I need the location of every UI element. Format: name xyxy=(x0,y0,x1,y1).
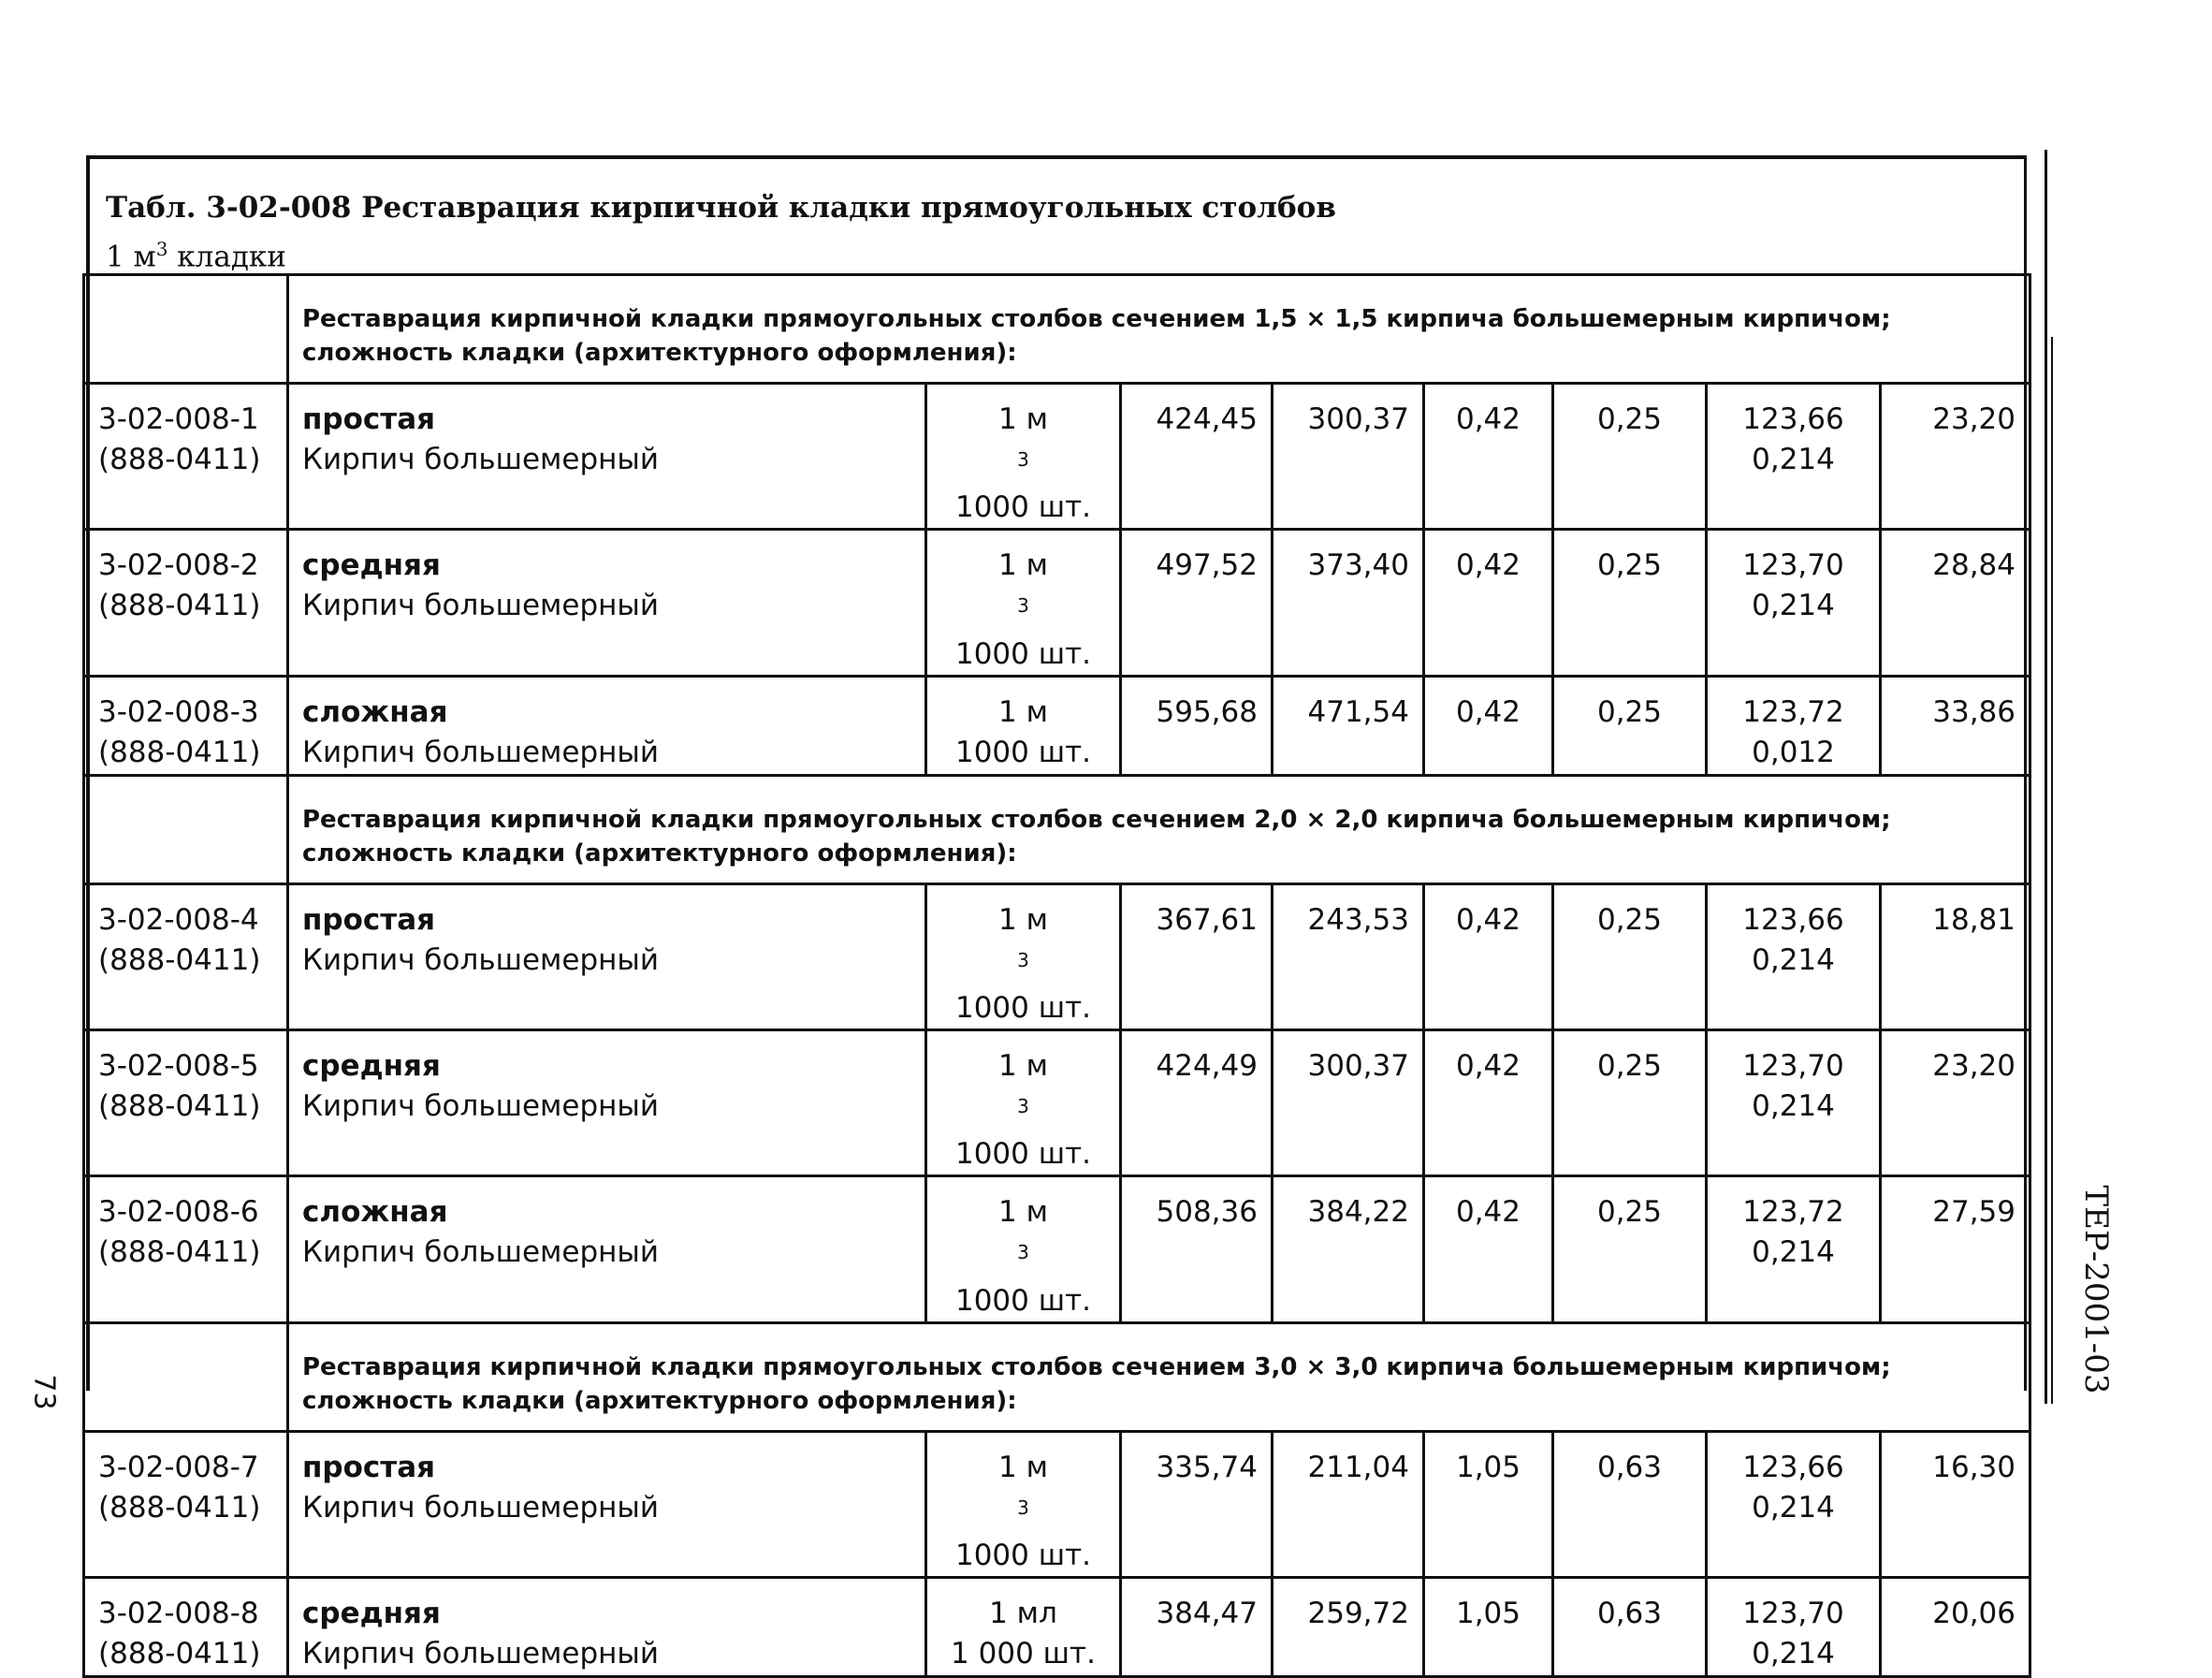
unit-secondary: 1000 шт. xyxy=(954,1283,1092,1318)
binding-line-inner xyxy=(2051,337,2053,1404)
materials-cell xyxy=(1707,883,1881,1029)
labor-cost: 16,30 xyxy=(1932,1450,2016,1484)
complexity-grade: простая xyxy=(302,902,436,937)
wages-cell xyxy=(1273,384,1424,530)
machine-cost-cell xyxy=(1424,883,1553,1029)
direct-cost: 335,74 xyxy=(1156,1450,1258,1484)
machinist-wages-cell xyxy=(1553,384,1707,530)
wages: 300,37 xyxy=(1307,1048,1409,1083)
rate-code-cell xyxy=(84,384,288,530)
unit-primary xyxy=(940,1594,1106,1634)
labor-cost: 20,06 xyxy=(1932,1596,2016,1630)
wages-cell xyxy=(1273,1029,1424,1175)
labor-cost: 33,86 xyxy=(1932,694,2016,729)
side-label: ТЕР-2001-03 xyxy=(2077,1185,2115,1394)
machinist-wages: 0,25 xyxy=(1596,694,1663,729)
machinist-wages-cell xyxy=(1553,1176,1707,1322)
complexity-grade: средняя xyxy=(302,548,441,583)
unit-base: 1 м xyxy=(998,402,1048,436)
unit-base: 1 м xyxy=(998,694,1048,729)
work-name-cell xyxy=(288,676,926,775)
unit-primary xyxy=(940,546,1106,634)
complexity-grade: простая xyxy=(302,1450,436,1484)
machinist-wages-cell xyxy=(1553,1431,1707,1577)
machine-cost: 0,42 xyxy=(1455,1048,1521,1083)
direct-cost: 367,61 xyxy=(1156,902,1258,937)
unit-secondary: 1000 шт. xyxy=(954,990,1092,1025)
rate-code-cell xyxy=(84,530,288,676)
unit-base: 1 м xyxy=(998,548,1048,583)
work-name-cell xyxy=(288,1431,926,1577)
direct-cost-cell xyxy=(1121,1431,1273,1577)
empty-code-cell xyxy=(84,775,288,883)
machinist-wages: 0,63 xyxy=(1596,1596,1663,1630)
unit-base: 1 м xyxy=(998,1048,1048,1083)
material-quantity: 0,214 xyxy=(1752,589,1835,623)
machine-cost-cell xyxy=(1424,530,1553,676)
resource-code: (888-0411) xyxy=(98,1636,261,1671)
materials-cell xyxy=(1707,530,1881,676)
unit-primary xyxy=(940,1046,1106,1134)
materials-cost: 123,66 xyxy=(1742,902,1844,937)
labor-cell xyxy=(1881,530,2030,676)
unit-exponent: 3 xyxy=(1017,948,1029,971)
materials-cost: 123,72 xyxy=(1742,694,1844,729)
labor-cell xyxy=(1881,1029,2030,1175)
materials-cell xyxy=(1707,1029,1881,1175)
material-name: Кирпич большемерный xyxy=(302,1636,660,1671)
material-quantity: 0,214 xyxy=(1752,1636,1835,1671)
material-quantity: 0,214 xyxy=(1752,1235,1835,1270)
materials-cost: 123,66 xyxy=(1742,402,1844,436)
materials-cost: 123,72 xyxy=(1742,1195,1844,1230)
material-quantity: 0,214 xyxy=(1752,942,1835,977)
table-row xyxy=(84,676,2030,775)
table-row xyxy=(84,384,2030,530)
wages-cell xyxy=(1273,676,1424,775)
rate-code-cell xyxy=(84,1577,288,1676)
direct-cost: 424,45 xyxy=(1156,402,1258,436)
direct-cost-cell xyxy=(1121,1029,1273,1175)
rate-code-cell xyxy=(84,1176,288,1322)
wages: 384,22 xyxy=(1307,1195,1409,1230)
unit-primary xyxy=(940,900,1106,988)
machine-cost: 0,42 xyxy=(1455,548,1521,583)
unit-base: 1 м xyxy=(998,902,1048,937)
wages: 259,72 xyxy=(1307,1596,1409,1630)
rate-code: 3-02-008-6 xyxy=(98,1195,259,1230)
wages: 471,54 xyxy=(1307,694,1409,729)
machinist-wages-cell xyxy=(1553,883,1707,1029)
work-name-cell xyxy=(288,384,926,530)
machine-cost-cell xyxy=(1424,1431,1553,1577)
table-row xyxy=(84,1577,2030,1676)
labor-cost: 23,20 xyxy=(1932,1048,2016,1083)
material-name: Кирпич большемерный xyxy=(302,443,660,476)
unit-cell xyxy=(926,530,1121,676)
machinist-wages-cell xyxy=(1553,530,1707,676)
unit-cell xyxy=(926,1176,1121,1322)
machine-cost-cell xyxy=(1424,1176,1553,1322)
rate-code: 3-02-008-4 xyxy=(98,902,259,937)
section-heading: Реставрация кирпичной кладки прямоугольных столбов сечением 2,0 × 2,0 кирпича большемерным кирпичом; сложность кладки (архитектурного оформления): xyxy=(288,775,2030,883)
empty-code-cell xyxy=(84,275,288,384)
unit-secondary: 1000 шт. xyxy=(954,636,1092,671)
unit-primary xyxy=(940,693,1106,733)
rate-code: 3-02-008-7 xyxy=(98,1450,259,1484)
resource-code: (888-0411) xyxy=(98,443,261,476)
unit-cell xyxy=(926,883,1121,1029)
materials-cell xyxy=(1707,676,1881,775)
labor-cell xyxy=(1881,1431,2030,1577)
unit-exponent: 3 xyxy=(1017,448,1029,471)
material-name: Кирпич большемерный xyxy=(302,1088,660,1123)
unit-secondary: 1000 шт. xyxy=(954,735,1092,769)
empty-code-cell xyxy=(84,1322,288,1431)
section-heading: Реставрация кирпичной кладки прямоугольных столбов сечением 3,0 × 3,0 кирпича большемерным кирпичом; сложность кладки (архитектурного оформления): xyxy=(288,1322,2030,1431)
unit-cell xyxy=(926,1431,1121,1577)
labor-cost: 28,84 xyxy=(1932,548,2016,583)
direct-cost-cell xyxy=(1121,1577,1273,1676)
unit-primary xyxy=(940,1192,1106,1280)
machine-cost-cell xyxy=(1424,1577,1553,1676)
unit-secondary: 1000 шт. xyxy=(954,1538,1092,1572)
material-quantity: 0,214 xyxy=(1752,443,1835,476)
unit-cell xyxy=(926,1577,1121,1676)
table-caption xyxy=(106,187,1336,277)
direct-cost: 424,49 xyxy=(1156,1048,1258,1083)
material-name: Кирпич большемерный xyxy=(302,1490,660,1525)
material-name: Кирпич большемерный xyxy=(302,735,660,769)
materials-cost: 123,70 xyxy=(1742,1048,1844,1083)
direct-cost-cell xyxy=(1121,676,1273,775)
machinist-wages: 0,63 xyxy=(1596,1450,1663,1484)
machine-cost-cell xyxy=(1424,384,1553,530)
resource-code: (888-0411) xyxy=(98,735,261,769)
work-name-cell xyxy=(288,1176,926,1322)
labor-cost: 23,20 xyxy=(1932,402,2016,436)
wages-cell xyxy=(1273,1176,1424,1322)
rate-code: 3-02-008-3 xyxy=(98,694,259,729)
labor-cell xyxy=(1881,883,2030,1029)
unit-base: 1 м xyxy=(998,1195,1048,1230)
wages-cell xyxy=(1273,1577,1424,1676)
complexity-grade: сложная xyxy=(302,1195,448,1230)
rate-code-cell xyxy=(84,676,288,775)
machinist-wages: 0,25 xyxy=(1596,402,1663,436)
rate-code: 3-02-008-1 xyxy=(98,402,259,436)
rate-code: 3-02-008-2 xyxy=(98,548,259,583)
page-number: 73 xyxy=(27,1374,61,1410)
resource-code: (888-0411) xyxy=(98,942,261,977)
section-header-row xyxy=(84,775,2030,883)
unit-base: 1 мл xyxy=(989,1596,1057,1630)
machine-cost: 0,42 xyxy=(1455,694,1521,729)
work-name-cell xyxy=(288,883,926,1029)
material-name: Кирпич большемерный xyxy=(302,589,660,623)
unit-cell xyxy=(926,1029,1121,1175)
machinist-wages: 0,25 xyxy=(1596,548,1663,583)
table-title: Табл. 3-02-008 Реставрация кирпичной кладки прямоугольных столбов xyxy=(106,191,1336,225)
labor-cell xyxy=(1881,1176,2030,1322)
unit-secondary: 1000 шт. xyxy=(954,490,1092,525)
wages: 211,04 xyxy=(1307,1450,1409,1484)
materials-cost: 123,66 xyxy=(1742,1450,1844,1484)
direct-cost: 508,36 xyxy=(1156,1195,1258,1230)
rate-code-cell xyxy=(84,1431,288,1577)
table-row xyxy=(84,883,2030,1029)
material-quantity: 0,214 xyxy=(1752,1490,1835,1525)
labor-cost: 27,59 xyxy=(1932,1195,2016,1230)
direct-cost: 595,68 xyxy=(1156,694,1258,729)
materials-cell xyxy=(1707,1577,1881,1676)
labor-cost: 18,81 xyxy=(1932,902,2016,937)
machine-cost: 0,42 xyxy=(1455,402,1521,436)
unit-cell xyxy=(926,384,1121,530)
complexity-grade: средняя xyxy=(302,1596,441,1630)
machine-cost: 1,05 xyxy=(1455,1450,1521,1484)
unit-exponent: 3 xyxy=(1017,1496,1029,1519)
unit-base: 1 м xyxy=(998,1450,1048,1484)
complexity-grade: сложная xyxy=(302,694,448,729)
section-header-row xyxy=(84,1322,2030,1431)
rate-code: 3-02-008-8 xyxy=(98,1596,259,1630)
unit-primary xyxy=(940,1448,1106,1536)
machinist-wages: 0,25 xyxy=(1596,902,1663,937)
resource-code: (888-0411) xyxy=(98,1088,261,1123)
unit-secondary: 1000 шт. xyxy=(954,1137,1092,1172)
wages: 300,37 xyxy=(1307,402,1409,436)
resource-code: (888-0411) xyxy=(98,589,261,623)
wages-cell xyxy=(1273,1431,1424,1577)
unit-cell xyxy=(926,676,1121,775)
table-row xyxy=(84,1431,2030,1577)
machinist-wages-cell xyxy=(1553,1029,1707,1175)
machine-cost-cell xyxy=(1424,676,1553,775)
wages-cell xyxy=(1273,883,1424,1029)
materials-cost: 123,70 xyxy=(1742,1596,1844,1630)
machinist-wages-cell xyxy=(1553,1577,1707,1676)
machinist-wages: 0,25 xyxy=(1596,1195,1663,1230)
labor-cell xyxy=(1881,676,2030,775)
material-quantity: 0,214 xyxy=(1752,1088,1835,1123)
table-row xyxy=(84,530,2030,676)
material-quantity: 0,012 xyxy=(1752,735,1835,769)
binding-line xyxy=(2045,150,2047,1404)
table-row xyxy=(84,1029,2030,1175)
work-name-cell xyxy=(288,530,926,676)
materials-cell xyxy=(1707,1176,1881,1322)
section-heading: Реставрация кирпичной кладки прямоугольных столбов сечением 1,5 × 1,5 кирпича большемерным кирпичом; сложность кладки (архитектурного оформления): xyxy=(288,275,2030,384)
unit-exponent: 3 xyxy=(1017,594,1029,618)
materials-cell xyxy=(1707,1431,1881,1577)
work-name-cell xyxy=(288,1029,926,1175)
direct-cost-cell xyxy=(1121,384,1273,530)
complexity-grade: простая xyxy=(302,402,436,436)
table-row xyxy=(84,1176,2030,1322)
machine-cost: 0,42 xyxy=(1455,902,1521,937)
unit-secondary: 1 000 шт. xyxy=(951,1636,1096,1671)
rates-table xyxy=(82,273,2031,1678)
material-name: Кирпич большемерный xyxy=(302,942,660,977)
direct-cost-cell xyxy=(1121,883,1273,1029)
rate-code: 3-02-008-5 xyxy=(98,1048,259,1083)
rate-code-cell xyxy=(84,1029,288,1175)
wages: 243,53 xyxy=(1307,902,1409,937)
unit-primary xyxy=(940,400,1106,488)
machine-cost-cell xyxy=(1424,1029,1553,1175)
materials-cost: 123,70 xyxy=(1742,548,1844,583)
work-name-cell xyxy=(288,1577,926,1676)
direct-cost: 384,47 xyxy=(1156,1596,1258,1630)
material-name: Кирпич большемерный xyxy=(302,1235,660,1270)
labor-cell xyxy=(1881,384,2030,530)
complexity-grade: средняя xyxy=(302,1048,441,1083)
unit-exponent: 3 xyxy=(1017,1094,1029,1117)
table-unit: 1 $м^3$ кладки xyxy=(106,238,286,274)
rate-code-cell xyxy=(84,883,288,1029)
machine-cost: 0,42 xyxy=(1455,1195,1521,1230)
resource-code: (888-0411) xyxy=(98,1490,261,1525)
materials-cell xyxy=(1707,384,1881,530)
machine-cost: 1,05 xyxy=(1455,1596,1521,1630)
unit-exponent: 3 xyxy=(1017,1241,1029,1264)
section-header-row xyxy=(84,275,2030,384)
direct-cost: 497,52 xyxy=(1156,548,1258,583)
direct-cost-cell xyxy=(1121,530,1273,676)
wages-cell xyxy=(1273,530,1424,676)
machinist-wages: 0,25 xyxy=(1596,1048,1663,1083)
labor-cell xyxy=(1881,1577,2030,1676)
machinist-wages-cell xyxy=(1553,676,1707,775)
wages: 373,40 xyxy=(1307,548,1409,583)
resource-code: (888-0411) xyxy=(98,1235,261,1270)
direct-cost-cell xyxy=(1121,1176,1273,1322)
